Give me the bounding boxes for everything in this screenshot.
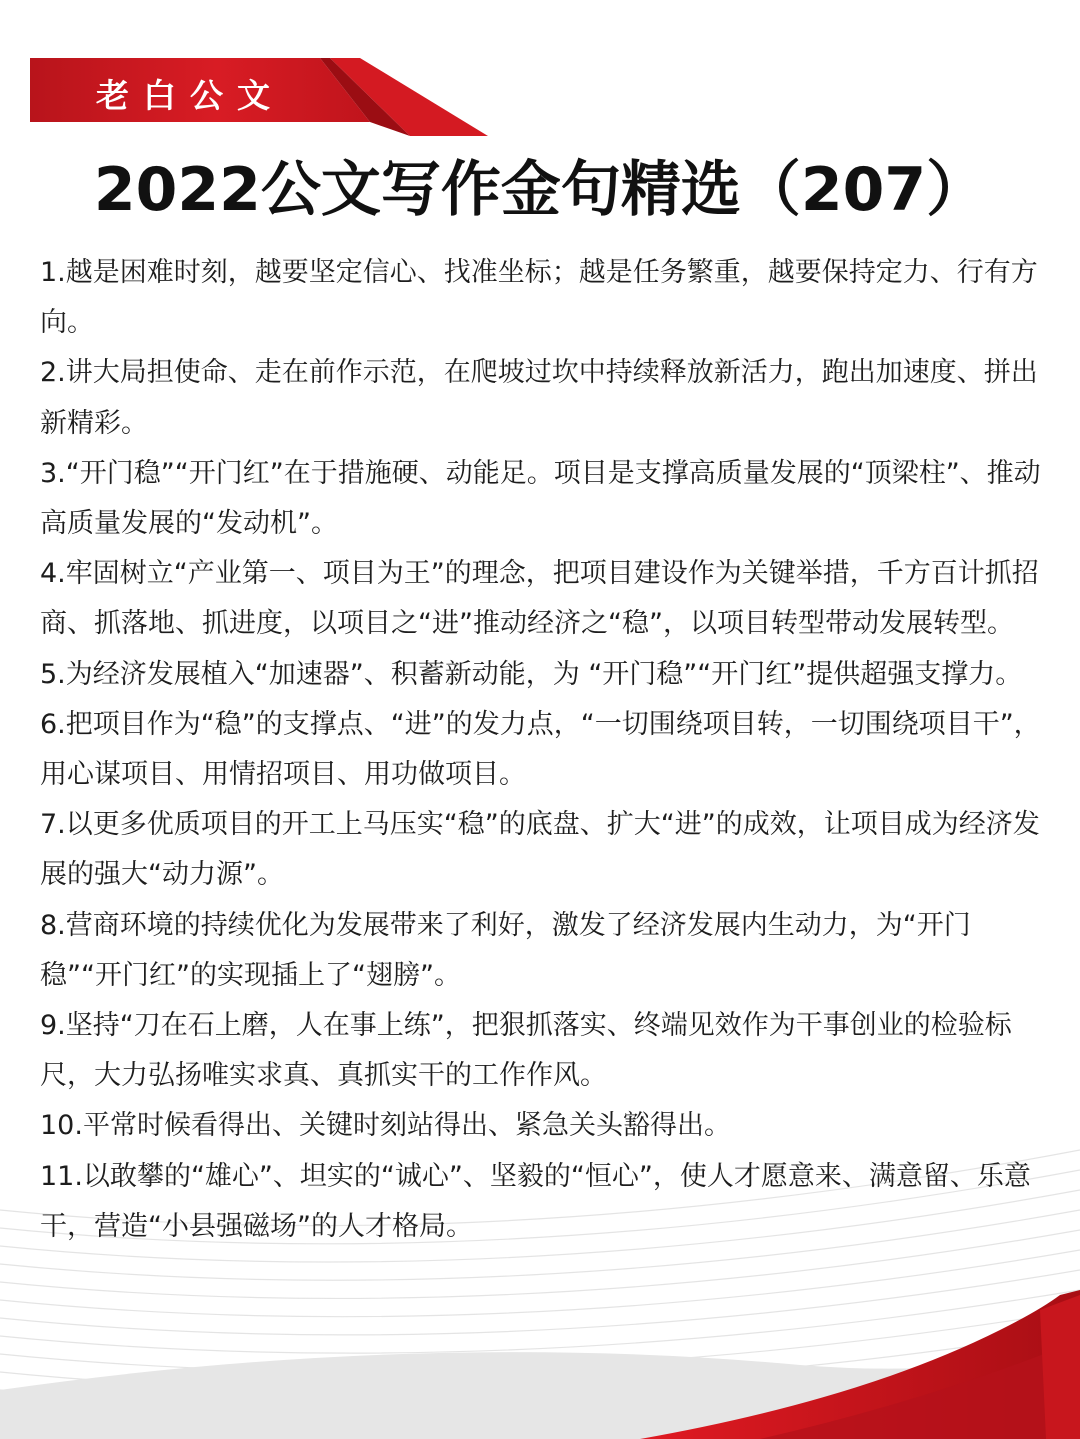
quote-list xyxy=(40,248,1042,1252)
page-title: 2022公文写作金句精选（207） xyxy=(93,155,987,225)
ribbon-label: 老白公文 xyxy=(96,76,284,115)
list-item: 4.牢固树立“产业第一、项目为王”的理念，把项目建设作为关键举措，千方百计抓招商、抓落地、抓进度，以项目之“进”推动经济之“稳”，以项目转型带动发展转型。 xyxy=(40,558,1039,640)
list-item: 6.把项目作为“稳”的支撑点、“进”的发力点，“一切围绕项目转，一切围绕项目干”，用心谋项目、用情招项目、用功做项目。 xyxy=(40,708,1041,791)
list-item: 2.讲大局担使命、走在前作示范，在爬坡过坎中持续释放新活力，跑出加速度、拼出新精彩。 xyxy=(40,357,1038,439)
list-item: 9.坚持“刀在石上磨，人在事上练”，把狠抓落实、终端见效作为干事创业的检验标尺，大力弘扬唯实求真、真抓实干的工作作风。 xyxy=(40,1010,1012,1092)
list-item: 10.平常时候看得出、关键时刻站得出、紧急关头豁得出。 xyxy=(40,1110,731,1142)
list-item: 5.为经济发展植入“加速器”、积蓄新动能，为 “开门稳”“开门红”提供超强支撑力。 xyxy=(40,658,1023,690)
header-ribbon xyxy=(30,58,490,136)
list-item: 3.“开门稳”“开门红”在于措施硬、动能足。项目是支撑高质量发展的“顶梁柱”、推动高质量发展的“发动机”。 xyxy=(40,457,1041,540)
list-item: 11.以敢攀的“雄心”、坦实的“诚心”、坚毅的“恒心”，使人才愿意来、满意留、乐意干，营造“小县强磁场”的人才格局。 xyxy=(40,1160,1031,1242)
list-item: 1.越是困难时刻，越要坚定信心、找准坐标；越是任务繁重，越要保持定力、行有方向。 xyxy=(40,257,1038,339)
list-item: 7.以更多优质项目的开工上马压实“稳”的底盘、扩大“进”的成效，让项目成为经济发展的强大“动力源”。 xyxy=(40,809,1040,891)
list-item: 8.营商环境的持续优化为发展带来了利好，激发了经济发展内生动力，为“开门稳”“开门红”的实现插上了“翅膀”。 xyxy=(40,909,971,991)
